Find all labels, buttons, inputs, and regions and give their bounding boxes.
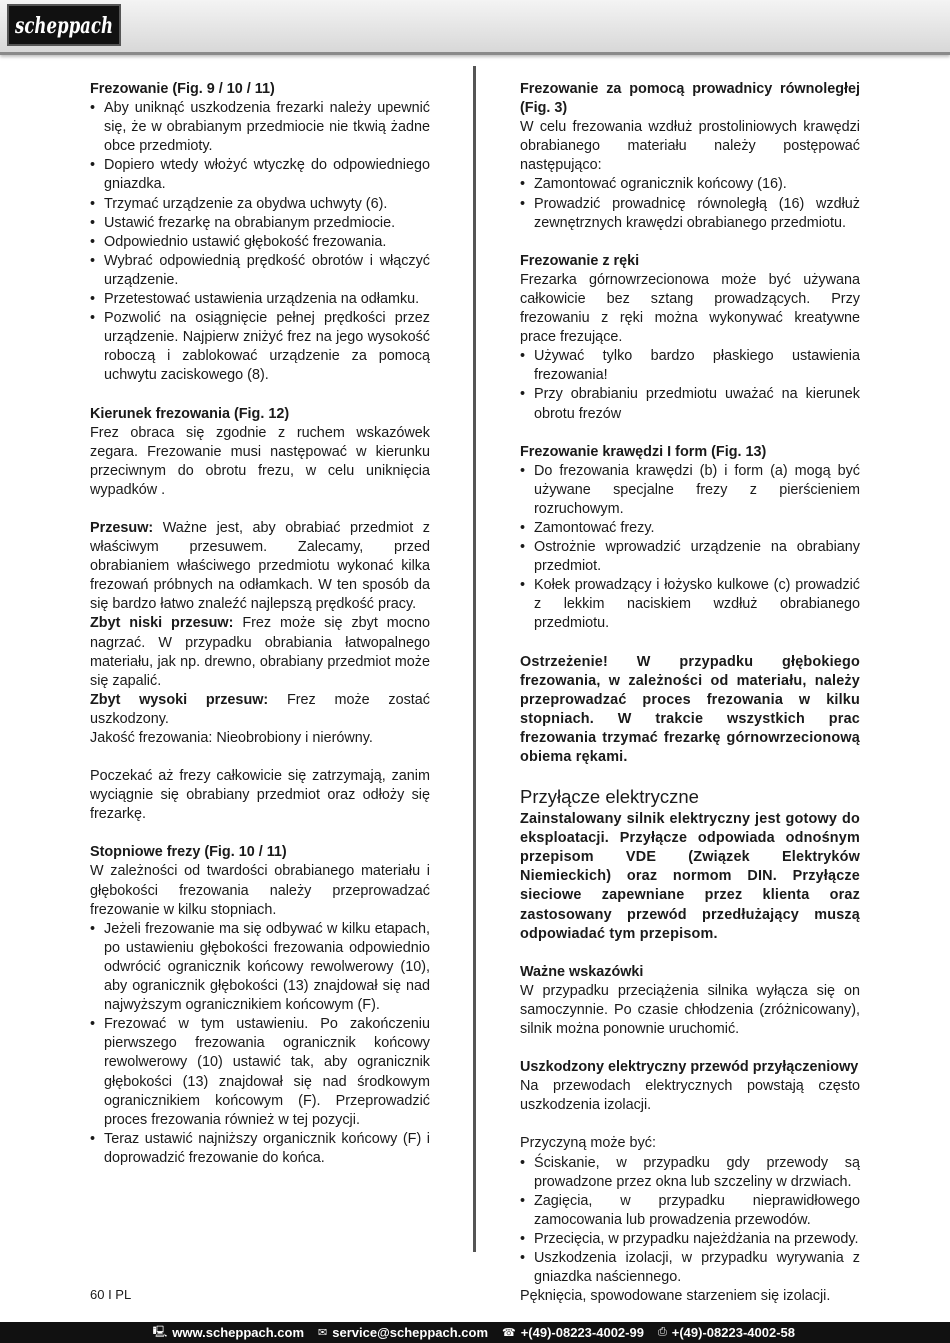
right-column bbox=[520, 80, 860, 1306]
list-item: • Przetestować ustawienia urządzenia na odłamku. bbox=[90, 290, 430, 309]
przesuw-label: Przesuw: bbox=[90, 519, 154, 536]
list-item: • Teraz ustawić najniższy organicznik końcowy (F) i doprowadzić frezowanie do końca. bbox=[90, 1130, 430, 1168]
list-item: • Ustawić frezarkę na obrabianym przedmiocie. bbox=[90, 214, 430, 233]
list-item: • Zamontować frezy. bbox=[520, 519, 860, 538]
wysoki-text: Frez może zostać uszkodzony. bbox=[90, 691, 430, 727]
list-item: • Przy obrabianiu przedmiotu uważać na kierunek obrotu frezów bbox=[520, 385, 860, 423]
page-number: 60 I PL bbox=[90, 1287, 132, 1302]
list-item: • Jeżeli frezowanie ma się odbywać w kilku etapach, po ustawieniu głębokości frezowania odpowiednio odwrócić ogranicznik końcowy rewolwerowy (10), aby ogranicznik głębokości (13) znajdował się nad najwyższym ogranicznikiem końcowym (F). bbox=[90, 920, 430, 1015]
poczekac-text: Poczekać aż frezy całkowicie się zatrzymają, zanim wyciągnie się obrabiany przedmiot oraz odłoży się frezarkę. bbox=[90, 768, 430, 823]
footer-phone[interactable] bbox=[502, 1325, 644, 1340]
list-item: • Zagięcia, w przypadku nieprawidłowego zamocowania lub prowadzenia przewodów. bbox=[520, 1192, 860, 1230]
brand-logo bbox=[7, 4, 121, 46]
footer-web-text: www.scheppach.com bbox=[172, 1325, 305, 1340]
footer-email[interactable] bbox=[318, 1325, 488, 1340]
list-item: • Ściskanie, w przypadku gdy przewody są prowadzone przez okna lub szczeliny w drzwiach. bbox=[520, 1154, 860, 1192]
phone-icon: ☎ bbox=[502, 1327, 516, 1339]
prowadnica-intro: W celu frezowania wzdłuż prostoliniowych krawędzi obrabianego materiału należy postępować następująco: bbox=[520, 119, 860, 174]
prowadnica-list bbox=[520, 175, 860, 232]
niski-text: Frez może się zbyt mocno nagrzać. W przypadku obrabiania łatwopalnego materiału, jak np. drewno, obrabiany przedmiot może się zapalić. bbox=[90, 615, 430, 689]
footer-fax[interactable] bbox=[658, 1325, 795, 1340]
niski-label: Zbyt niski przesuw: bbox=[90, 615, 234, 632]
heading-krawedzi: Frezowanie krawędzi I form (Fig. 13) bbox=[520, 443, 767, 460]
footer-web[interactable] bbox=[153, 1323, 304, 1342]
przyczyna-list bbox=[520, 1154, 860, 1288]
wysoki-label: Zbyt wysoki przesuw: bbox=[90, 691, 269, 708]
column-divider bbox=[473, 66, 476, 1252]
page-footer bbox=[0, 1322, 950, 1343]
kierunek-text: Frez obraca się zgodnie z ruchem wskazówek zegara. Frezowanie musi następować w kierunku przeciwnym do obrotu frezu, w celu uniknięcia wypadków . bbox=[90, 424, 430, 498]
krawedzi-list bbox=[520, 462, 860, 634]
brand-logo-wordmark bbox=[12, 9, 116, 41]
computer-icon: 🖳 bbox=[152, 1326, 168, 1338]
footer-phone-text: +(49)-08223-4002-99 bbox=[520, 1325, 644, 1340]
list-item: • Zamontować ogranicznik końcowy (16). bbox=[520, 175, 860, 194]
list-item: • Dopiero wtedy włożyć wtyczkę do odpowiedniego gniazdka. bbox=[90, 156, 430, 194]
niski-paragraph bbox=[90, 614, 430, 690]
heading-wskazowki: Ważne wskazówki bbox=[520, 963, 644, 980]
warning-text: Ostrzeżenie! W przypadku głębokiego frezowania, w zależności od materiału, należy przeprowadzać proces frezowania w kilku stopniach. W trakcie wszystkich prac frezowania trzymać frezarkę górnowrzecionową obiema rękami. bbox=[520, 653, 860, 765]
left-column bbox=[90, 80, 430, 1168]
list-item: • Frezować w tym ustawieniu. Po zakończeniu pierwszego frezowania ogranicznik końcowy rewolwerowy (10) ustawić tak, aby ogranicznik głębokości (13) znajdował się nad środkowym ogranicznikiem końcowym (F). Przeprowadzić proces frezowania również w tej pozycji. bbox=[90, 1015, 430, 1130]
page-header bbox=[0, 0, 950, 55]
wskazowki-text: W przypadku przeciążenia silnika wyłącza się on samoczynnie. Po czasie chłodzenia (zróżnicowany), silnik można ponownie uruchomić. bbox=[520, 982, 860, 1038]
footer-email-text: service@scheppach.com bbox=[332, 1325, 489, 1340]
z-reki-intro: Frezarka górnowrzecionowa może być używana całkowicie bez sztang prowadzących. Przy frezowaniu z ręki można wykonywać kreatywne prace frezujące. bbox=[520, 271, 860, 346]
list-item: • Prowadzić prowadnicę równoległą (16) wzdłuż zewnętrznych krawędzi obrabianego przedmiotu. bbox=[520, 195, 860, 233]
przesuw-text: Ważne jest, aby obrabiać przedmiot z właściwym przesuwem. Zalecamy, przed obrabianiem właściwego przedmiotu wykonać kilka frezowań próbnych na odłamkach. W ten sposób da się bardzo łatwo znaleźć najlepszą prędkość pracy. bbox=[90, 519, 430, 613]
pekniecia-text: Pęknięcia, spowodowane starzeniem się izolacji. bbox=[520, 1288, 831, 1305]
list-item: • Kołek prowadzący i łożysko kulkowe (c) prowadzić z lekkim naciskiem wzdłuż obrabianego przedmiotu. bbox=[520, 576, 860, 633]
jakosc-text: Jakość frezowania: Nieobrobiony i nierówny. bbox=[90, 730, 373, 746]
brand-logo-text: scheppach bbox=[14, 13, 114, 39]
heading-prowadnica: Frezowanie za pomocą prowadnicy równoległej (Fig. 3) bbox=[520, 81, 860, 117]
list-item: • Do frezowania krawędzi (b) i form (a) mogą być używane specjalne frezy z pierścieniem rozruchowym. bbox=[520, 462, 860, 519]
list-item: • Przecięcia, w przypadku najeżdżania na przewody. bbox=[520, 1230, 860, 1249]
list-item: • Odpowiednio ustawić głębokość frezowania. bbox=[90, 233, 430, 252]
list-item: • Uszkodzenia izolacji, w przypadku wyrywania z gniazdka naściennego. bbox=[520, 1249, 860, 1287]
wysoki-paragraph bbox=[90, 691, 430, 729]
heading-z-reki: Frezowanie z ręki bbox=[520, 252, 640, 269]
electric-title: Przyłącze elektryczne bbox=[520, 786, 699, 808]
heading-frezowanie: Frezowanie (Fig. 9 / 10 / 11) bbox=[90, 81, 275, 97]
list-item: • Trzymać urządzenie za obydwa uchwyty (6). bbox=[90, 195, 430, 214]
list-item: • Aby uniknąć uszkodzenia frezarki należy upewnić się, że w obrabianym przedmiocie nie tkwią żadne obce przedmioty. bbox=[90, 99, 430, 156]
list-item: • Pozwolić na osiągnięcie pełnej prędkości przez urządzenie. Najpierw zniżyć frez na jego wysokość roboczą i zablokować urządzenie za pomocą uchwytu zaciskowego (8). bbox=[90, 309, 430, 385]
fax-icon: ⎙ bbox=[657, 1326, 667, 1338]
heading-przewod: Uszkodzony elektryczny przewód przyłączeniowy bbox=[520, 1059, 859, 1076]
z-reki-list bbox=[520, 347, 860, 423]
przewod-text: Na przewodach elektrycznych powstają często uszkodzenia izolacji. bbox=[520, 1078, 860, 1114]
list-item: • Ostrożnie wprowadzić urządzenie na obrabiany przedmiot. bbox=[520, 538, 860, 576]
frezowanie-list bbox=[90, 99, 430, 385]
list-item: • Używać tylko bardzo płaskiego ustawienia frezowania! bbox=[520, 347, 860, 385]
heading-stopniowe: Stopniowe frezy (Fig. 10 / 11) bbox=[90, 844, 287, 861]
electric-text: Zainstalowany silnik elektryczny jest gotowy do eksploatacji. Przyłącze odpowiada odnośnym przepisom VDE (Związek Elektryków Niemieckich) oraz normom DIN. Przyłącze sieciowe zapewniane przez klienta oraz zastosowany przewód przedłużający muszą odpowiadać tym przepisom. bbox=[520, 811, 860, 942]
przesuw-paragraph bbox=[90, 519, 430, 614]
list-item: • Wybrać odpowiednią prędkość obrotów i włączyć urządzenie. bbox=[90, 252, 430, 290]
stopniowe-list bbox=[90, 920, 430, 1168]
przyczyna-text: Przyczyną może być: bbox=[520, 1135, 656, 1152]
footer-fax-text: +(49)-08223-4002-58 bbox=[671, 1325, 795, 1340]
heading-kierunek: Kierunek frezowania (Fig. 12) bbox=[90, 405, 290, 422]
stopniowe-intro: W zależności od twardości obrabianego materiału i głębokości frezowania należy przeprowadzać frezowanie w kilku stopniach. bbox=[90, 863, 430, 918]
envelope-icon: ✉ bbox=[318, 1327, 328, 1339]
